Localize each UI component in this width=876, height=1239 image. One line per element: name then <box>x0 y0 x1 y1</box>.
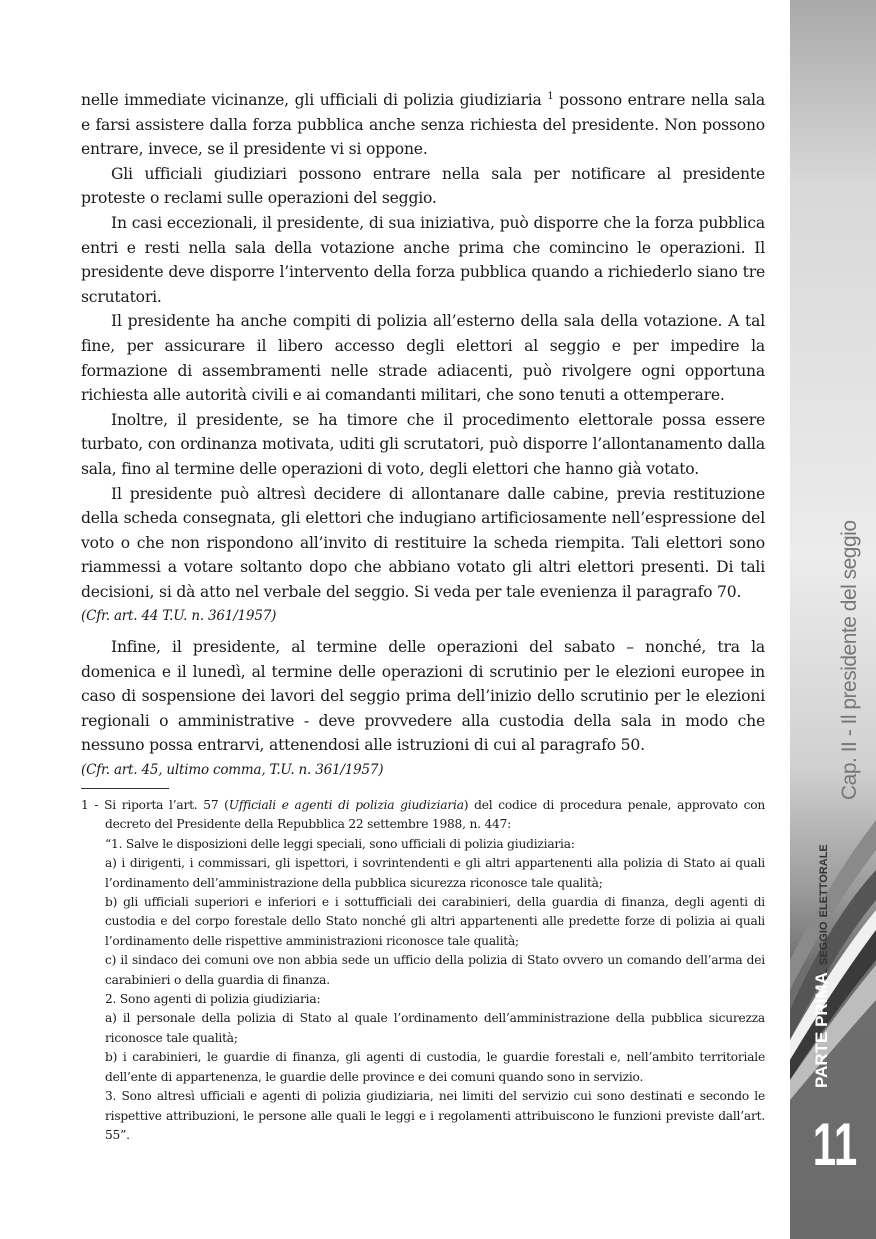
chapter-title: Cap. II - Il presidente del seggio <box>838 520 861 800</box>
footnotes <box>81 796 765 1145</box>
footnote-item: 3. Sono altresì ufficiali e agenti di polizia giudiziaria, nei limiti del servizio cui sono destinati e secondo le rispettive attribuzioni, le persone alle quali le leggi e i regolamenti attribuiscono le funzioni previste dall’art. 55”. <box>105 1089 765 1142</box>
paragraph: In casi eccezionali, il presidente, di sua iniziativa, può disporre che la forza pubblica entri e resti nella sala della votazione anche prima che comincino le operazioni. Il presidente deve disporre l’intervento della forza pubblica quando a richiederlo siano tre scrutatori. <box>81 213 765 306</box>
paragraph: Inoltre, il presidente, se ha timore che il procedimento elettorale possa essere turbato, con ordinanza motivata, uditi gli scrutatori, può disporre l’allontanamento dalla sala, fino al termine delle operazioni di voto, degli elettori che hanno già votato. <box>81 410 765 478</box>
paragraph: Gli ufficiali giudiziari possono entrare nella sala per notificare al presidente proteste o reclami sulle operazioni del seggio. <box>81 164 765 208</box>
paragraph: Il presidente può altresì decidere di allontanare dalle cabine, previa restituzione della scheda consegnata, gli elettori che indugiano artificiosamente nell’espressione del voto o che non rispondono all’invito di restituire la scheda riempita. Tali elettori sono riammessi a votare soltanto dopo che abbiano votato gli altri elettori presenti. Di tali decisioni, si dà atto nel verbale del seggio. Si veda per tale evenienza il paragrafo 70. <box>81 484 765 601</box>
footnote-item: 2. Sono agenti di polizia giudiziaria: <box>105 992 321 1007</box>
page-number: 11 <box>812 1111 858 1178</box>
legal-reference: (Cfr. art. 44 T.U. n. 361/1957) <box>81 608 277 625</box>
footnote-ref[interactable]: 1 <box>547 90 554 102</box>
footnote-item: b) gli ufficiali superiori e inferiori e i sottufficiali dei carabinieri, della guardia di finanza, degli agenti di custodia e del corpo forestale dello Stato nonché gli altri appartenenti alle predette forze di polizia ai quali l’ordinamento delle rispettive amministrazioni riconosce tale qualità; <box>105 895 765 948</box>
part-title: PARTE PRIMA <box>812 972 831 1088</box>
text: possono entrare nella sala e farsi assistere dalla forza pubblica anche senza richiesta del presidente. Non possono entrare, invece, se il presidente vi si oppone. <box>81 91 765 159</box>
text: Ufficiali e agenti di polizia giudiziaria <box>228 798 464 812</box>
paragraph <box>81 88 765 162</box>
paragraph: Infine, il presidente, al termine delle operazioni del sabato – nonché, tra la domenica e il lunedì, al termine delle operazioni di scrutinio per le elezioni europee in caso di sospensione dei lavori del seggio prima dell’inizio dello scrutinio per le elezioni regionali o amministrative - deve provvedere alla custodia della sala in modo che nessuno possa entrarvi, attenendosi alle istruzioni di cui al paragrafo 50. <box>81 638 765 755</box>
footnote-item: a) i dirigenti, i commissari, gli ispettori, i sovrintendenti e gli altri appartenenti alla polizia di Stato ai quali l’ordinamento dell’amministrazione della pubblica sicurezza riconosce tale qualità; <box>105 856 765 890</box>
text: ) del codice di procedura penale, approvato con decreto del Presidente della Repubblica 22 settembre 1988, n. 447: <box>105 798 766 832</box>
section-title: Il seggio elettorale <box>814 844 831 980</box>
legal-reference: (Cfr. art. 45, ultimo comma, T.U. n. 361/1957) <box>81 762 384 779</box>
side-tab <box>790 0 876 1239</box>
footnote-divider <box>81 788 169 789</box>
footnote-item: c) il sindaco dei comuni ove non abbia sede un ufficio della polizia di Stato ovvero un comando dell’arma dei carabinieri o della guardia di finanza. <box>105 953 765 987</box>
footnote-intro <box>81 796 765 835</box>
body-text <box>81 88 765 789</box>
footnote-item: a) il personale della polizia di Stato al quale l’ordinamento dell’amministrazione della pubblica sicurezza riconosce tale qualità; <box>105 1011 765 1045</box>
text: nelle immediate vicinanze, gli ufficiali di polizia giudiziaria <box>81 91 542 109</box>
footnote-item: “1. Salve le disposizioni delle leggi speciali, sono ufficiali di polizia giudiziaria: <box>105 836 575 851</box>
footnote-item: b) i carabinieri, le guardie di finanza, gli agenti di custodia, le guardie forestali e, nell’ambito territoriale dell’ente di appartenenza, le guardie delle province e dei comuni quando sono in servizio. <box>105 1050 765 1084</box>
paragraph: Il presidente ha anche compiti di polizia all’esterno della sala della votazione. A tal fine, per assicurare il libero accesso degli elettori al seggio e per impedire la formazione di assembramenti nelle strade adiacenti, può rivolgere ogni opportuna richiesta alle autorità civili e ai comandanti militari, che sono tenuti a ottemperare. <box>81 312 765 405</box>
swoosh-decoration <box>790 0 876 1239</box>
text: 1 - Si riporta l’art. 57 ( <box>81 798 229 812</box>
